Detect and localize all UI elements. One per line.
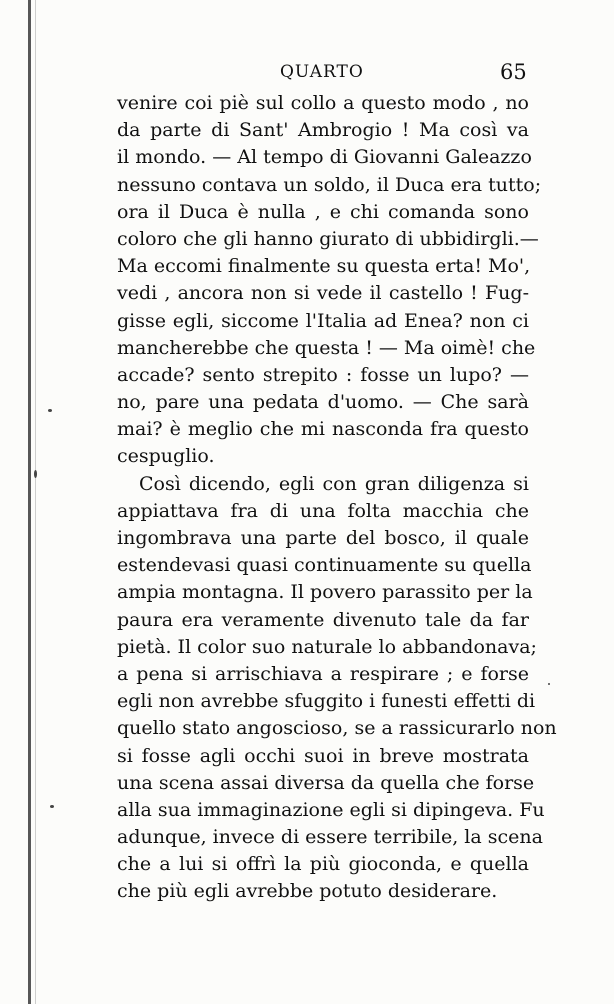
text-line: ingombrava una parte del bosco, il quale (117, 527, 529, 549)
text-line: no, pare una pedata d'uomo. — Che sarà (117, 391, 529, 414)
text-line: mancherebbe che questa ! — Ma oimè! che (117, 336, 536, 359)
text-line: Ma eccomi finalmente su questa erta! Mo', (117, 255, 531, 278)
text-line: alla sua immaginazione egli si dipingeva. Fu (117, 798, 545, 821)
text-line: adunque, invece di essere terribile, la scena (117, 826, 543, 849)
text-line: vedi , ancora non si vede il castello ! Fug- (117, 282, 529, 305)
page-spine-shadow (35, 0, 36, 1004)
paragraph-first-line: Così dicendo, egli con gran diligenza si (139, 472, 529, 495)
text-line: coloro che gli hanno giurato di ubbidirgli.— (117, 227, 539, 250)
text-line: ampia montagna. Il povero parassito per la (117, 581, 533, 604)
text-line: il mondo. — Al tempo di Giovanni Galeazzo (117, 146, 532, 169)
text-line: da parte di Sant' Ambrogio ! Ma così va (117, 119, 529, 142)
running-title: QUARTO (280, 62, 364, 82)
text-line: che più egli avrebbe potuto desiderare. (117, 880, 498, 903)
text-line: appiattava fra di una folta macchia che (117, 499, 529, 522)
text-line: mai? è meglio che mi nasconda fra questo (117, 418, 529, 441)
page-spine-edge (28, 0, 31, 1004)
text-line: estendevasi quasi continuamente su quella (117, 554, 532, 577)
text-line: a pena si arrischiava a respirare ; e forse (117, 662, 529, 685)
text-line: nessuno contava un soldo, il Duca era tutto; (117, 173, 542, 196)
text-line: quello stato angoscioso, se a rassicurarlo non (117, 717, 557, 740)
body-text (117, 90, 557, 906)
text-line: gisse egli, siccome l'Italia ad Enea? non ci (117, 309, 529, 332)
text-line: pietà. Il color suo naturale lo abbandonava; (117, 635, 537, 658)
ink-speck (48, 409, 52, 412)
ink-speck (548, 683, 550, 685)
text-line: accade? sento strepito : fosse un lupo? — (117, 363, 529, 386)
page-number: 65 (500, 60, 527, 84)
text-line: una scena assai diversa da quella che forse (117, 771, 535, 794)
ink-speck (50, 805, 54, 808)
text-line: si fosse agli occhi suoi in breve mostrata (117, 744, 529, 767)
text-line: ora il Duca è nulla , e chi comanda sono (117, 200, 529, 223)
text-line: venire coi piè sul collo a questo modo , no (117, 92, 529, 114)
text-line: egli non avrebbe sfuggito i funesti effetti di (117, 690, 536, 713)
text-line: cespuglio. (117, 445, 215, 468)
ink-speck (34, 470, 37, 478)
text-line: paura era veramente divenuto tale da far (117, 608, 529, 631)
text-line: che a lui si offrì la più gioconda, e quella (117, 853, 529, 876)
